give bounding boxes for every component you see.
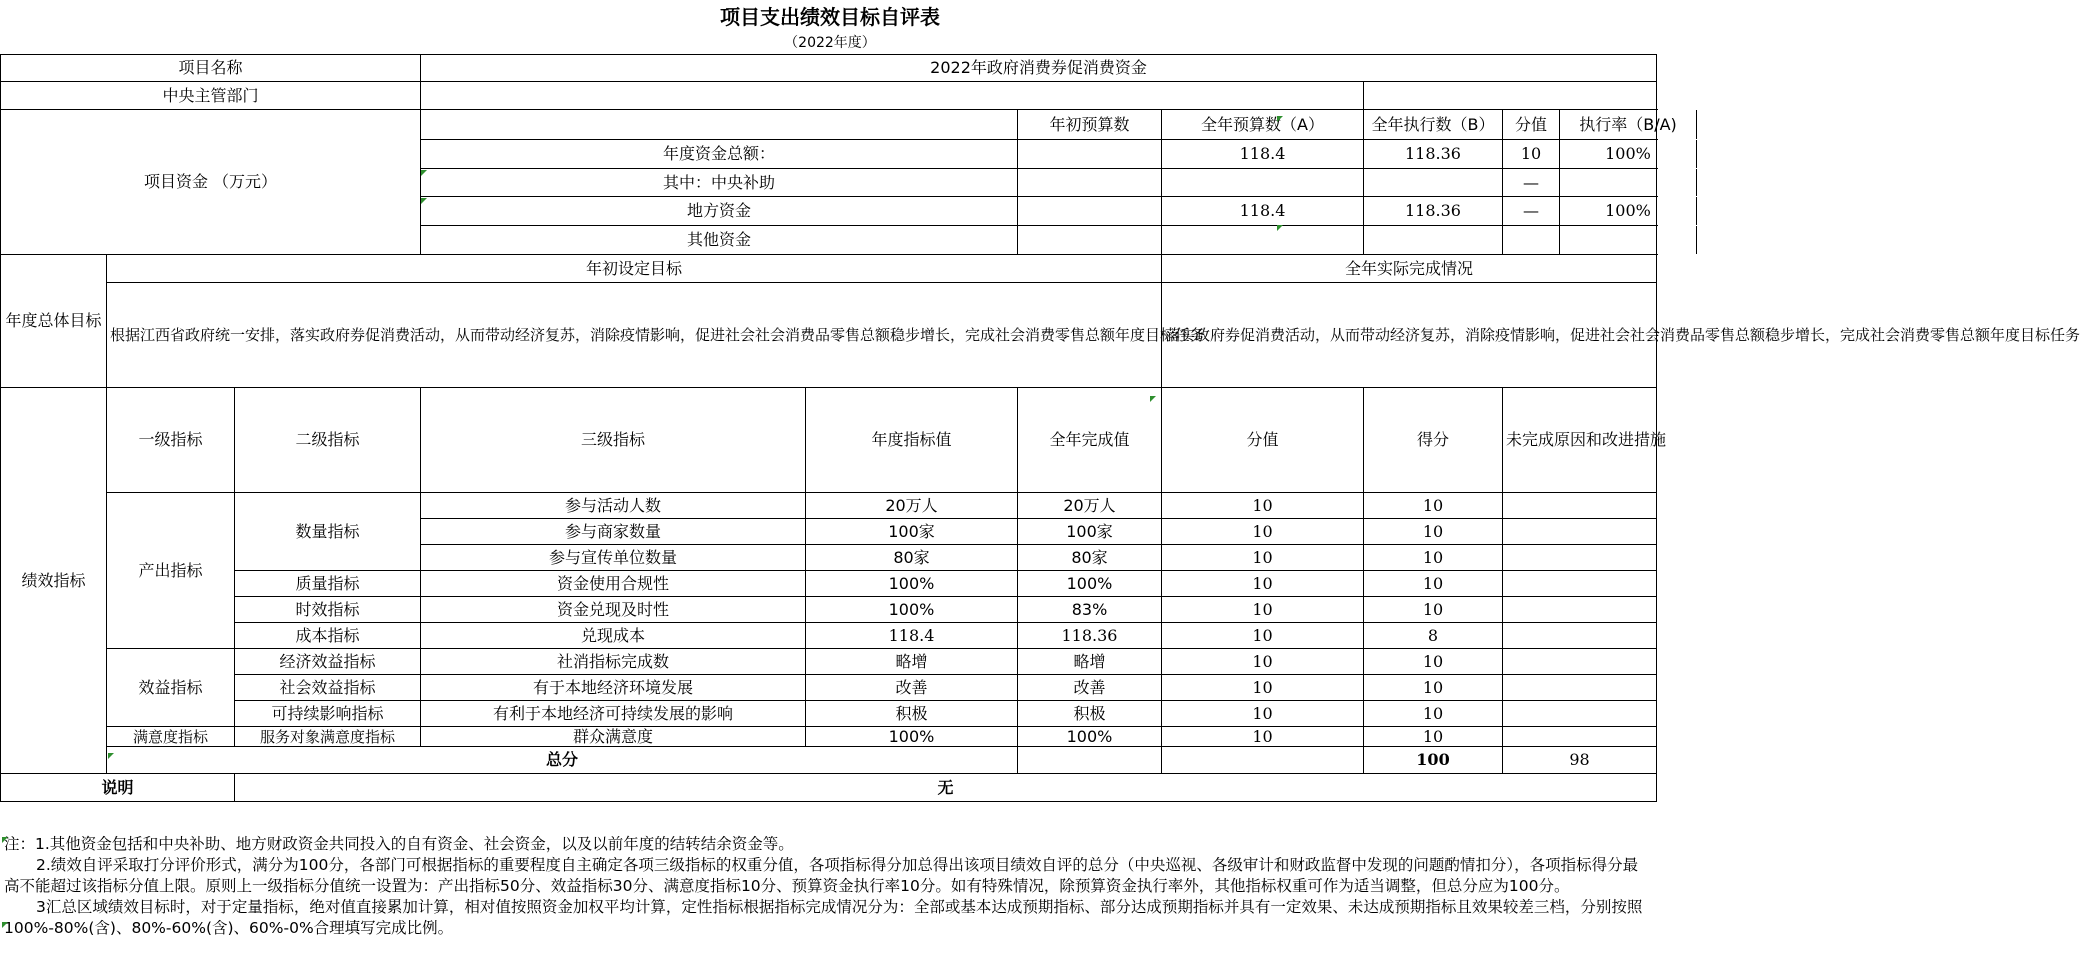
level2-social: 社会效益指标 — [235, 675, 421, 701]
department-row — [1, 82, 1657, 110]
fund-row-rate — [1560, 226, 1697, 254]
indicator-target: 118.4 — [806, 623, 1018, 649]
indicator-row — [1, 493, 1657, 519]
indicator-actual: 积极 — [1018, 701, 1162, 727]
fund-row-initial — [1018, 140, 1162, 169]
fund-row-budget: 118.4 — [1162, 140, 1364, 169]
indicator-name: 兑现成本 — [421, 623, 806, 649]
page-subtitle: （2022年度） — [784, 35, 876, 51]
total-label: 总分 — [107, 747, 1018, 774]
fund-row-score-value: 10 — [1503, 140, 1560, 168]
total-score: 98 — [1503, 747, 1657, 774]
fund-row-executed — [1364, 226, 1503, 255]
level2-timeliness: 时效指标 — [235, 597, 421, 623]
indicator-header-level2: 二级指标 — [235, 388, 421, 493]
indicator-score: 10 — [1364, 675, 1503, 701]
fund-row-score-value: — — [1503, 197, 1560, 225]
indicator-reason — [1503, 493, 1657, 519]
note-item: 注：1.其他资金包括和中央补助、地方财政资金共同投入的自有资金、社会资金，以及以前年度的结转结余资金等。 — [4, 835, 794, 853]
indicator-actual: 略增 — [1018, 649, 1162, 675]
indicator-reason — [1503, 571, 1657, 597]
level2-quantity: 数量指标 — [235, 493, 421, 571]
comment-marker-icon — [421, 170, 427, 176]
fund-row-budget: 118.4 — [1162, 197, 1364, 226]
fund-row-budget — [1162, 169, 1364, 197]
fund-row-rate — [1560, 169, 1697, 196]
department-label: 中央主管部门 — [1, 82, 421, 110]
total-blank-1 — [1018, 747, 1162, 774]
level1-output: 产出指标 — [107, 493, 235, 649]
indicator-row — [1, 597, 1657, 623]
indicator-header-target: 年度指标值 — [806, 388, 1018, 493]
funds-header-initial: 年初预算数 — [1018, 110, 1162, 140]
fund-row-label: 年度资金总额： — [421, 140, 1018, 169]
note-item: 2.绩效自评采取打分评价形式，满分为100分，各部门可根据指标的重要程度自主确定各项三级指标的权重分值，各项指标得分加总得出该项目绩效自评的总分（中央巡视、各级审计和财政监督中发现的问题酌情扣分），各项指标得分最高不能超过该指标分值上限。原则上一级指标分值统一设置为：产出指标50分、效益指标30分、满意度指标10分、预算资金执行率10分。如有特殊情况，除预算资金执行率外，其他指标权重可作为适当调整，但总分应为100分。 — [4, 856, 1639, 895]
indicator-target: 80家 — [806, 545, 1018, 571]
fund-row-executed: 118.36 — [1364, 197, 1503, 226]
project-name-label: 项目名称 — [1, 55, 421, 82]
indicator-actual: 83% — [1018, 597, 1162, 623]
fund-row-group — [1503, 226, 1657, 255]
fund-row-rate: 100% — [1560, 140, 1697, 168]
indicator-target: 100% — [806, 727, 1018, 747]
indicator-actual: 100% — [1018, 571, 1162, 597]
fund-row-executed — [1364, 169, 1503, 197]
indicator-reason — [1503, 675, 1657, 701]
remark-row — [1, 774, 1657, 802]
indicator-row — [1, 675, 1657, 701]
note-item: 3汇总区域绩效目标时，对于定量指标，绝对值直接累加计算，相对值按照资金加权平均计算，定性指标根据指标完成情况分为：全部或基本达成预期指标、部分达成预期指标并具有一定效果、未达成预期指标且效果较差三档，分别按照100%-80%(含)、80%-60%(含)、60%-0%合理填写完成比例。 — [4, 898, 1643, 937]
indicator-name: 群众满意度 — [421, 727, 806, 747]
level2-quality: 质量指标 — [235, 571, 421, 597]
fund-row-label: 其中：中央补助 — [421, 169, 1018, 197]
indicator-reason — [1503, 597, 1657, 623]
fund-row-initial — [1018, 197, 1162, 226]
indicator-header-score: 得分 — [1364, 388, 1503, 493]
indicators-header-row — [1, 388, 1657, 493]
indicator-row — [1, 571, 1657, 597]
funds-header-budget: 全年预算数（A） — [1162, 110, 1364, 140]
level2-economic: 经济效益指标 — [235, 649, 421, 675]
actual-goal-header: 全年实际完成情况 — [1162, 255, 1657, 283]
indicator-value: 10 — [1162, 727, 1364, 747]
total-row — [1, 747, 1657, 774]
indicator-score: 10 — [1364, 493, 1503, 519]
indicator-actual: 改善 — [1018, 675, 1162, 701]
project-name-row — [1, 55, 1657, 82]
comment-marker-icon — [1150, 396, 1156, 402]
project-funds-label: 项目资金 （万元） — [1, 110, 421, 255]
indicator-value: 10 — [1162, 597, 1364, 623]
goals-content-row — [1, 283, 1657, 388]
indicator-score: 10 — [1364, 545, 1503, 571]
page-title: 项目支出绩效目标自评表 — [720, 5, 940, 29]
indicator-header-level3: 三级指标 — [421, 388, 806, 493]
indicator-target: 100% — [806, 597, 1018, 623]
fund-row-group — [1503, 140, 1657, 169]
indicator-header-level1: 一级指标 — [107, 388, 235, 493]
fund-row-score-value: — — [1503, 169, 1560, 196]
actual-goal-text: 落实政府券促消费活动，从而带动经济复苏，消除疫情影响，促进社会社会消费品零售总额稳步增长，完成社会消费零售总额年度目标任务 — [1162, 283, 1657, 388]
fund-row-rate: 100% — [1560, 197, 1697, 225]
indicator-actual: 100% — [1018, 727, 1162, 747]
indicator-actual: 20万人 — [1018, 493, 1162, 519]
fund-row-budget — [1162, 226, 1364, 255]
indicator-score: 10 — [1364, 597, 1503, 623]
indicator-actual: 80家 — [1018, 545, 1162, 571]
indicator-row — [1, 701, 1657, 727]
fund-row-initial — [1018, 169, 1162, 197]
fund-row-score-value — [1503, 226, 1560, 254]
indicator-reason — [1503, 545, 1657, 571]
initial-goal-text: 根据江西省政府统一安排，落实政府券促消费活动，从而带动经济复苏，消除疫情影响，促进社会社会消费品零售总额稳步增长，完成社会消费零售总额年度目标任务 — [107, 283, 1162, 388]
funds-header-blank — [421, 110, 1018, 140]
indicator-score: 10 — [1364, 649, 1503, 675]
indicator-row — [1, 623, 1657, 649]
indicator-score: 10 — [1364, 727, 1503, 747]
indicator-score: 10 — [1364, 571, 1503, 597]
indicator-value: 10 — [1162, 649, 1364, 675]
indicator-target: 100家 — [806, 519, 1018, 545]
notes — [0, 834, 1650, 939]
initial-goal-header: 年初设定目标 — [107, 255, 1162, 283]
indicator-name: 参与宣传单位数量 — [421, 545, 806, 571]
level2-sustainable: 可持续影响指标 — [235, 701, 421, 727]
indicator-value: 10 — [1162, 519, 1364, 545]
indicator-header-reason: 未完成原因和改进措施 — [1503, 388, 1657, 493]
comment-marker-icon — [108, 753, 114, 759]
indicator-name: 资金兑现及时性 — [421, 597, 806, 623]
indicator-header-value: 分值 — [1162, 388, 1364, 493]
funds-header-rate: 执行率（B/A) — [1560, 110, 1697, 139]
funds-header-row — [1, 110, 1657, 140]
indicator-target: 积极 — [806, 701, 1018, 727]
indicator-reason — [1503, 649, 1657, 675]
goals-header-row — [1, 255, 1657, 283]
comment-marker-icon — [2, 922, 8, 928]
fund-row-executed: 118.36 — [1364, 140, 1503, 169]
project-name-value: 2022年政府消费券促消费资金 — [421, 55, 1657, 82]
indicator-name: 资金使用合规性 — [421, 571, 806, 597]
remark-value: 无 — [235, 774, 1657, 802]
indicator-actual: 118.36 — [1018, 623, 1162, 649]
evaluation-table — [0, 54, 2080, 802]
indicator-score: 10 — [1364, 519, 1503, 545]
indicator-name: 社消指标完成数 — [421, 649, 806, 675]
comment-marker-icon — [421, 198, 427, 204]
fund-row-label: 地方资金 — [421, 197, 1018, 226]
indicator-value: 10 — [1162, 623, 1364, 649]
indicator-reason — [1503, 727, 1657, 747]
funds-header-score-value: 分值 — [1503, 110, 1560, 139]
indicator-name: 有于本地经济环境发展 — [421, 675, 806, 701]
indicator-score: 10 — [1364, 701, 1503, 727]
indicator-target: 100% — [806, 571, 1018, 597]
indicator-actual: 100家 — [1018, 519, 1162, 545]
comment-marker-icon — [2, 837, 8, 843]
indicator-score: 8 — [1364, 623, 1503, 649]
remark-label: 说明 — [1, 774, 235, 802]
indicator-target: 改善 — [806, 675, 1018, 701]
level2-service: 服务对象满意度指标 — [235, 727, 421, 747]
indicator-value: 10 — [1162, 571, 1364, 597]
indicator-reason — [1503, 701, 1657, 727]
overall-goal-label: 年度总体目标 — [1, 255, 107, 388]
total-value: 100 — [1364, 747, 1503, 774]
indicator-target: 略增 — [806, 649, 1018, 675]
level1-benefit: 效益指标 — [107, 649, 235, 727]
indicator-row — [1, 649, 1657, 675]
performance-indicators-label: 绩效指标 — [1, 388, 107, 774]
indicator-reason — [1503, 519, 1657, 545]
indicator-row — [1, 727, 1657, 747]
comment-marker-icon — [1277, 225, 1283, 231]
department-value-extra — [1364, 82, 1657, 110]
indicator-name: 参与活动人数 — [421, 493, 806, 519]
department-value — [421, 82, 1364, 110]
indicator-header-actual: 全年完成值 — [1018, 388, 1162, 493]
comment-marker-icon — [1277, 116, 1283, 122]
fund-row-group — [1503, 169, 1657, 197]
fund-row-group — [1503, 197, 1657, 226]
indicator-name: 有利于本地经济可持续发展的影响 — [421, 701, 806, 727]
fund-row-initial — [1018, 226, 1162, 255]
funds-header-executed: 全年执行数（B） — [1364, 110, 1503, 140]
indicator-value: 10 — [1162, 493, 1364, 519]
indicator-name: 参与商家数量 — [421, 519, 806, 545]
indicator-value: 10 — [1162, 701, 1364, 727]
level1-satisfaction: 满意度指标 — [107, 727, 235, 747]
total-blank-2 — [1162, 747, 1364, 774]
fund-row-label: 其他资金 — [421, 226, 1018, 255]
indicator-target: 20万人 — [806, 493, 1018, 519]
indicator-value: 10 — [1162, 675, 1364, 701]
level2-cost: 成本指标 — [235, 623, 421, 649]
indicator-value: 10 — [1162, 545, 1364, 571]
funds-header-group — [1503, 110, 1677, 140]
indicator-reason — [1503, 623, 1657, 649]
